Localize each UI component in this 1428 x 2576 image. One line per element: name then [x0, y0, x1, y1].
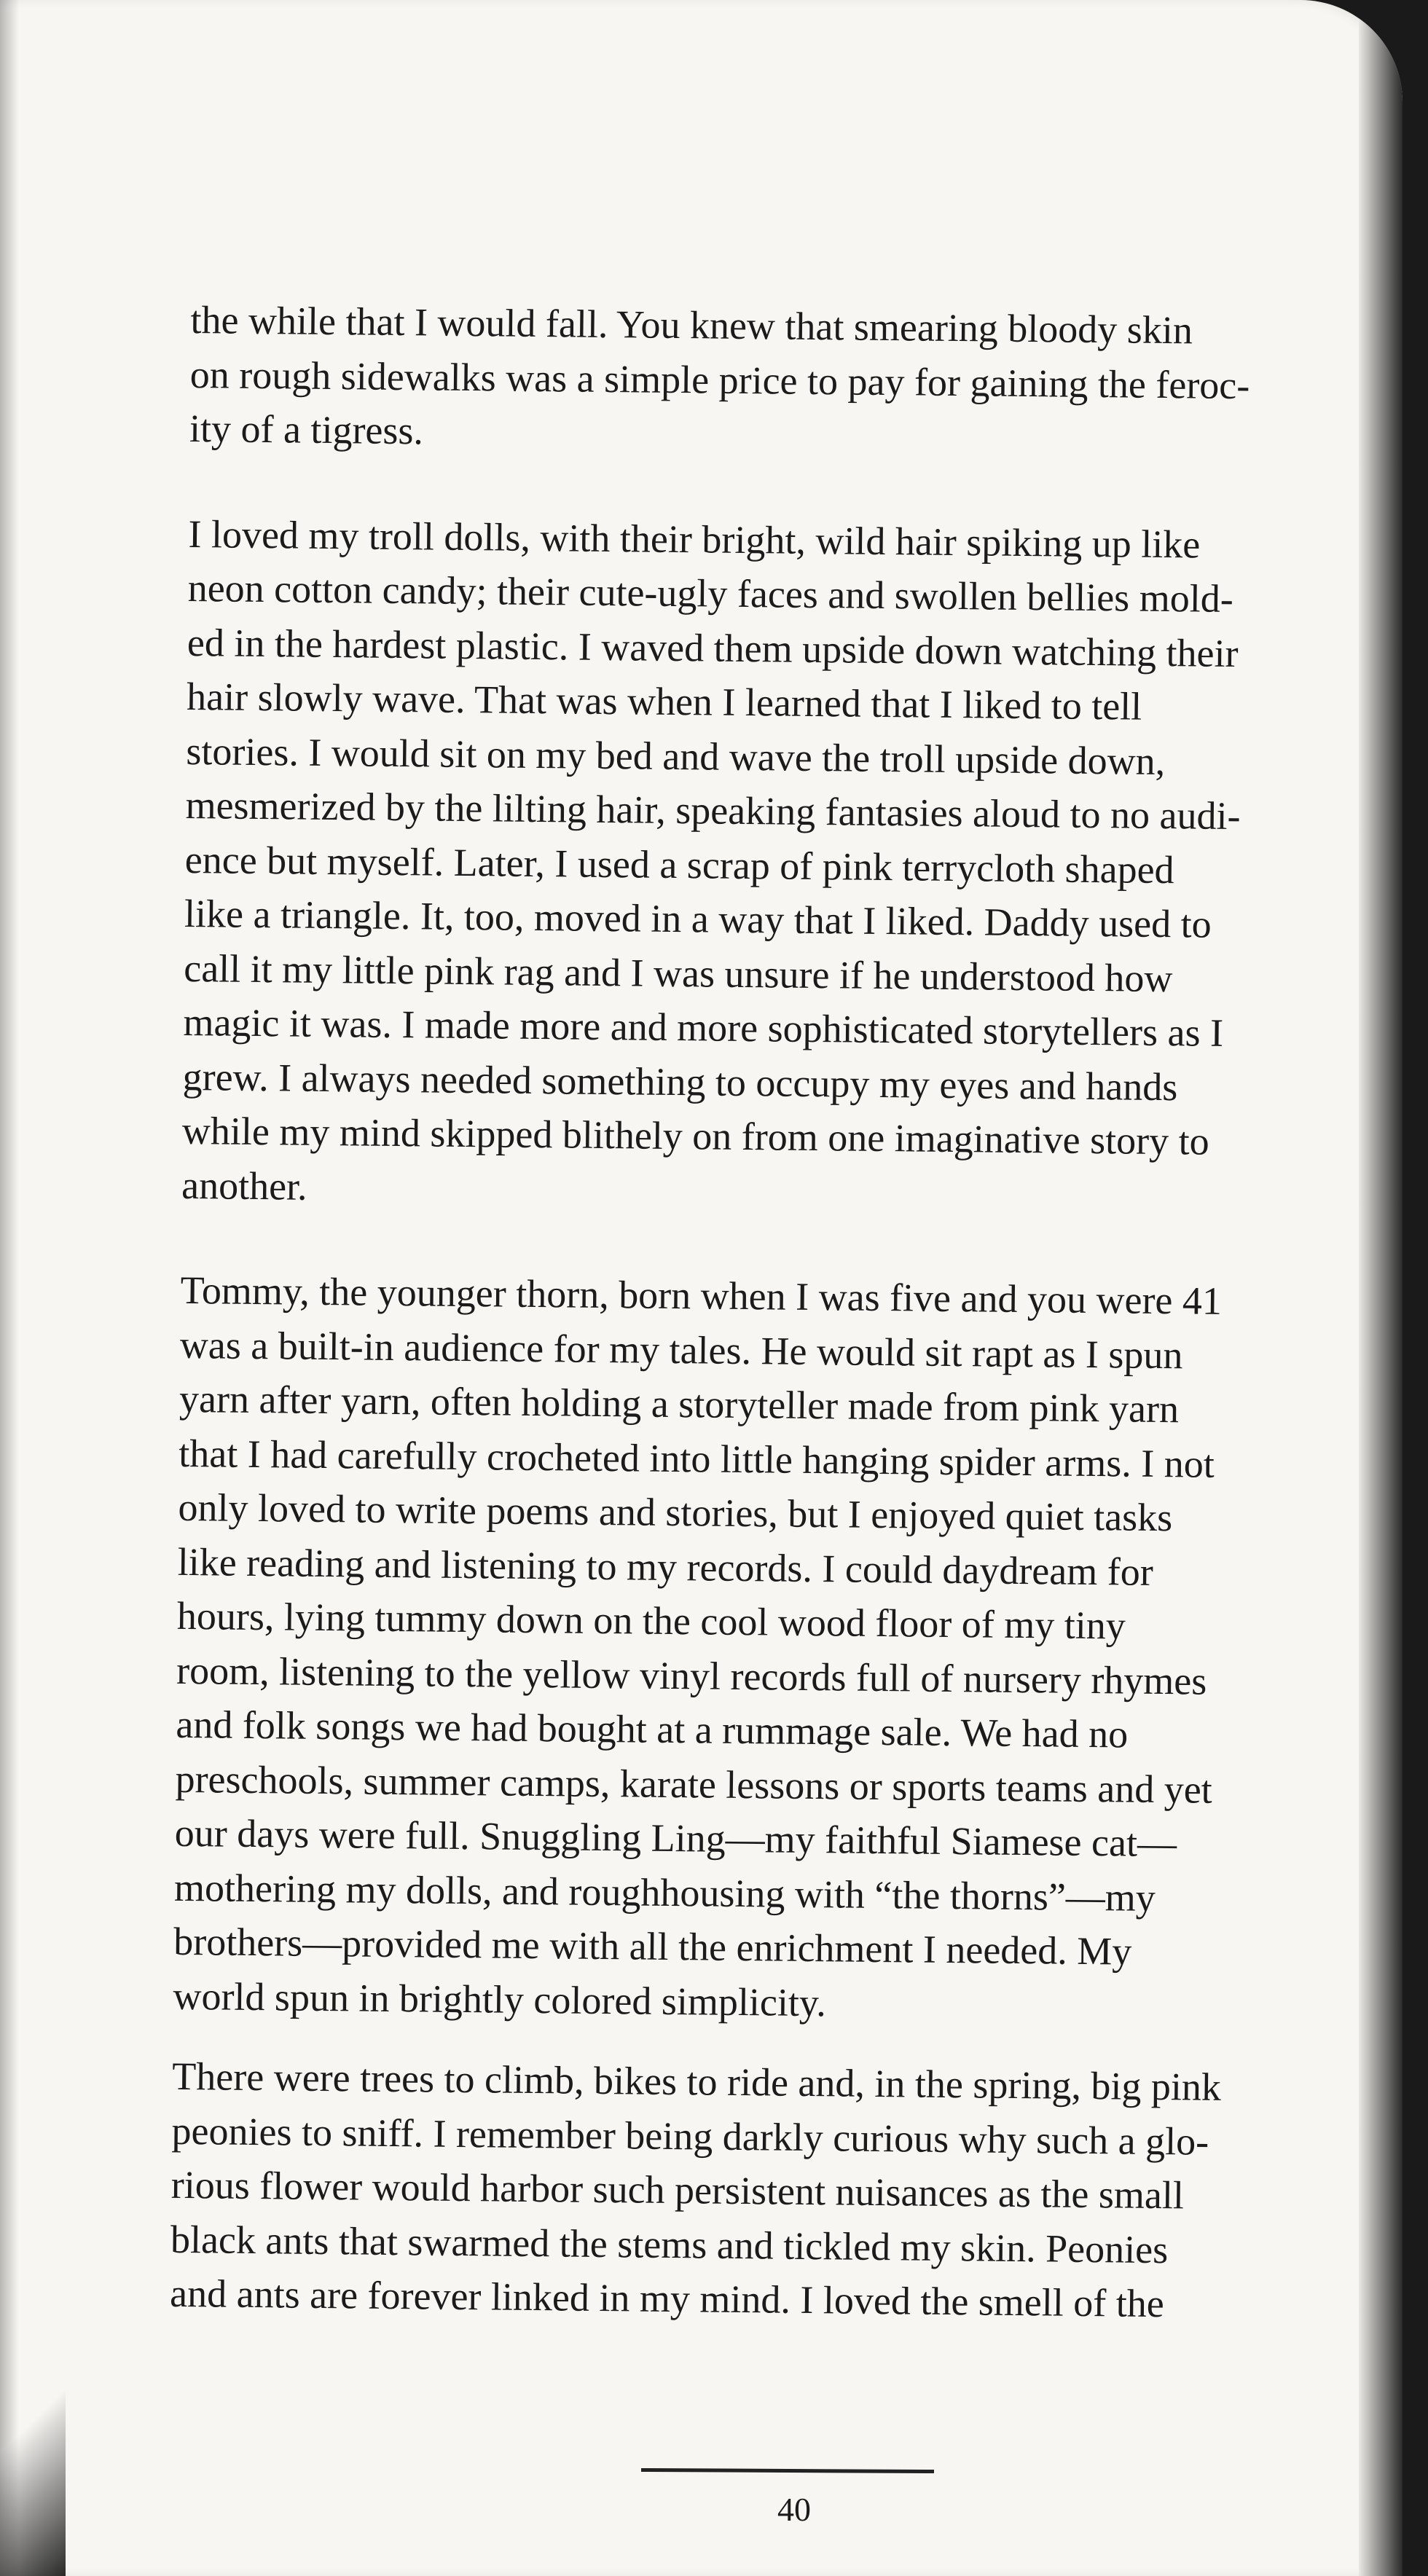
text-line: like reading and listening to my records. I could daydream for: [177, 1539, 1154, 1594]
page-corner-shadow: [0, 2328, 66, 2576]
text-line: brothers—provided me with all the enrichment I needed. My: [173, 1919, 1132, 1974]
paragraph-2: [181, 506, 1325, 1224]
text-line: hair slowly wave. That was when I learned that I liked to tell: [186, 674, 1142, 729]
text-line: peonies to sniff. I remember being darkly curious why such a glo-: [171, 2108, 1209, 2164]
text-line: magic it was. I made more and more sophisticated storytellers as I: [183, 1000, 1224, 1055]
text-line: preschools, summer camps, karate lessons or sports teams and yet: [175, 1756, 1213, 1812]
text-line: ed in the hardest plastic. I waved them upside down watching their: [187, 620, 1239, 675]
text-line: and folk songs we had bought at a rummage sale. We had no: [176, 1702, 1129, 1756]
text-line: hours, lying tummy down on the cool wood floor of my tiny: [176, 1593, 1126, 1648]
text-line: like a triangle. It, too, moved in a way that I liked. Daddy used to: [184, 891, 1212, 946]
text-line: world spun in brightly colored simplicity.: [173, 1974, 827, 2025]
text-line: our days were full. Snuggling Ling—my faithful Siamese cat—: [174, 1810, 1177, 1866]
text-line: stories. I would sit on my bed and wave the troll upside down,: [186, 729, 1166, 783]
footer-rule: [641, 2468, 934, 2473]
text-line: rious flower would harbor such persistent nuisances as the small: [170, 2162, 1185, 2218]
text-line: call it my little pink rag and I was unsure if he understood how: [183, 946, 1173, 1000]
text-line: another.: [181, 1163, 307, 1209]
text-line: room, listening to the yellow vinyl records full of nursery rhymes: [176, 1648, 1207, 1703]
page-number: 40: [777, 2491, 811, 2528]
text-line: mothering my dolls, and roughhousing with “the thorns”—my: [173, 1865, 1156, 1920]
paragraph-4: [170, 2049, 1309, 2333]
text-line: grew. I always needed something to occupy my eyes and hands: [182, 1054, 1178, 1109]
text-line: ity of a tigress.: [189, 406, 424, 453]
text-line: There were trees to climb, bikes to ride and, in the spring, big pink: [172, 2054, 1222, 2109]
text-line: Tommy, the younger thorn, born when I was five and you were 41: [180, 1268, 1223, 1323]
text-line: only loved to write poems and stories, but I enjoyed quiet tasks: [178, 1485, 1173, 1540]
text-line: was a built-in audience for my tales. He would sit rapt as I spun: [179, 1322, 1183, 1377]
body-text: [170, 293, 1327, 2333]
paragraph-1: [189, 293, 1327, 468]
text-line: on rough sidewalks was a simple price to pay for gaining the feroc-: [189, 352, 1250, 407]
text-line: that I had carefully crocheted into little hanging spider arms. I not: [178, 1431, 1215, 1486]
paragraph-3: [173, 1263, 1317, 2035]
text-line: neon cotton candy; their cute-ugly faces and swollen bellies mold-: [187, 565, 1234, 621]
text-line: I loved my troll dolls, with their bright, wild hair spiking up like: [188, 511, 1201, 567]
text-line: while my mind skipped blithely on from one imaginative story to: [181, 1108, 1210, 1163]
page-edge: [1359, 0, 1402, 2576]
text-line: ence but myself. Later, I used a scrap of pink terrycloth shaped: [184, 837, 1174, 892]
text-line: mesmerized by the lilting hair, speaking fantasies aloud to no audi-: [185, 782, 1241, 839]
text-line: black ants that swarmed the stems and tickled my skin. Peonies: [170, 2217, 1169, 2271]
page-gutter-shadow: [0, 0, 19, 2576]
text-line: and ants are forever linked in my mind. I loved the smell of the: [169, 2271, 1165, 2326]
text-line: yarn after yarn, often holding a storyteller made from pink yarn: [178, 1376, 1180, 1432]
text-line: the while that I would fall. You knew that smearing bloody skin: [190, 297, 1193, 353]
